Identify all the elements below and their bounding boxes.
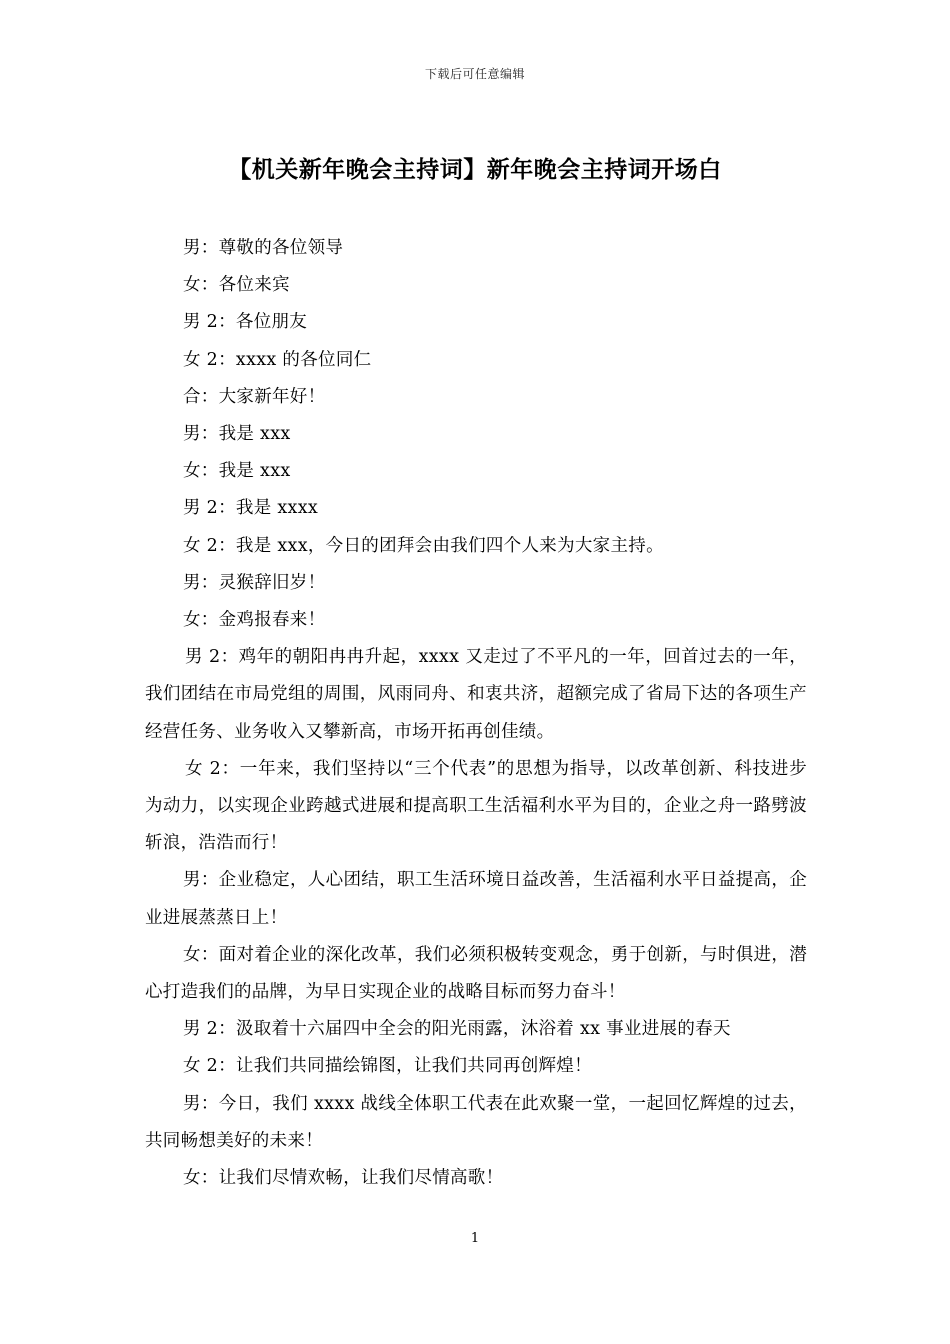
paragraph: 男 2：我是 xxxx: [183, 498, 319, 519]
paragraph: 女：金鸡报春来！: [183, 610, 326, 631]
paragraph: 男：今日，我们 xxxx 战线全体职工代表在此欢聚一堂，一起回忆辉煌的过去，共同畅想美好的未来！: [145, 1093, 807, 1151]
paragraph: 女：我是 xxx: [183, 461, 291, 482]
header-note: 下载后可任意编辑: [424, 67, 525, 81]
paragraph: 男 2：汲取着十六届四中全会的阳光雨露，沐浴着 xx 事业进展的春天: [183, 1019, 731, 1040]
paragraph: 男：灵猴辞旧岁！: [183, 572, 326, 593]
paragraph: 男：企业稳定，人心团结，职工生活环境日益改善，生活福利水平日益提高，企业进展蒸蒸日上！: [145, 870, 807, 928]
document-body: [145, 230, 807, 1197]
document-title: 【机关新年晚会主持词】新年晚会主持词开场白: [228, 157, 722, 183]
paragraph: 男：尊敬的各位领导: [183, 238, 344, 258]
paragraph: 男 2：鸡年的朝阳冉冉升起，xxxx 又走过了不平凡的一年，回首过去的一年，我们团结在市局党组的周围，风雨同舟、和衷共济，超额完成了省局下达的各项生产经营任务、业务收入又攀新高，市场开拓再创佳绩。: [145, 647, 807, 742]
paragraph: 合：大家新年好！: [183, 386, 326, 407]
paragraph: 女 2：一年来，我们坚持以“三个代表”的思想为指导，以改革创新、科技进步为动力，以实现企业跨越式进展和提高职工生活福利水平为目的，企业之舟一路劈波斩浪，浩浩而行！: [145, 758, 807, 854]
paragraph: 女：面对着企业的深化改革，我们必须积极转变观念，勇于创新，与时俱进，潜心打造我们的品牌，为早日实现企业的战略目标而努力奋斗！: [145, 944, 807, 1003]
paragraph: 女 2：让我们共同描绘锦图，让我们共同再创辉煌！: [183, 1056, 592, 1077]
paragraph: 男：我是 xxx: [183, 424, 291, 445]
paragraph: 男 2：各位朋友: [183, 312, 308, 333]
page-number: 1: [470, 1231, 480, 1246]
paragraph: 女：让我们尽情欢畅，让我们尽情高歌！: [183, 1168, 504, 1189]
paragraph: 女：各位来宾: [183, 275, 290, 296]
paragraph: 女 2：xxxx 的各位同仁: [183, 349, 372, 370]
paragraph: 女 2：我是 xxx，今日的团拜会由我们四个人来为大家主持。: [183, 535, 664, 556]
